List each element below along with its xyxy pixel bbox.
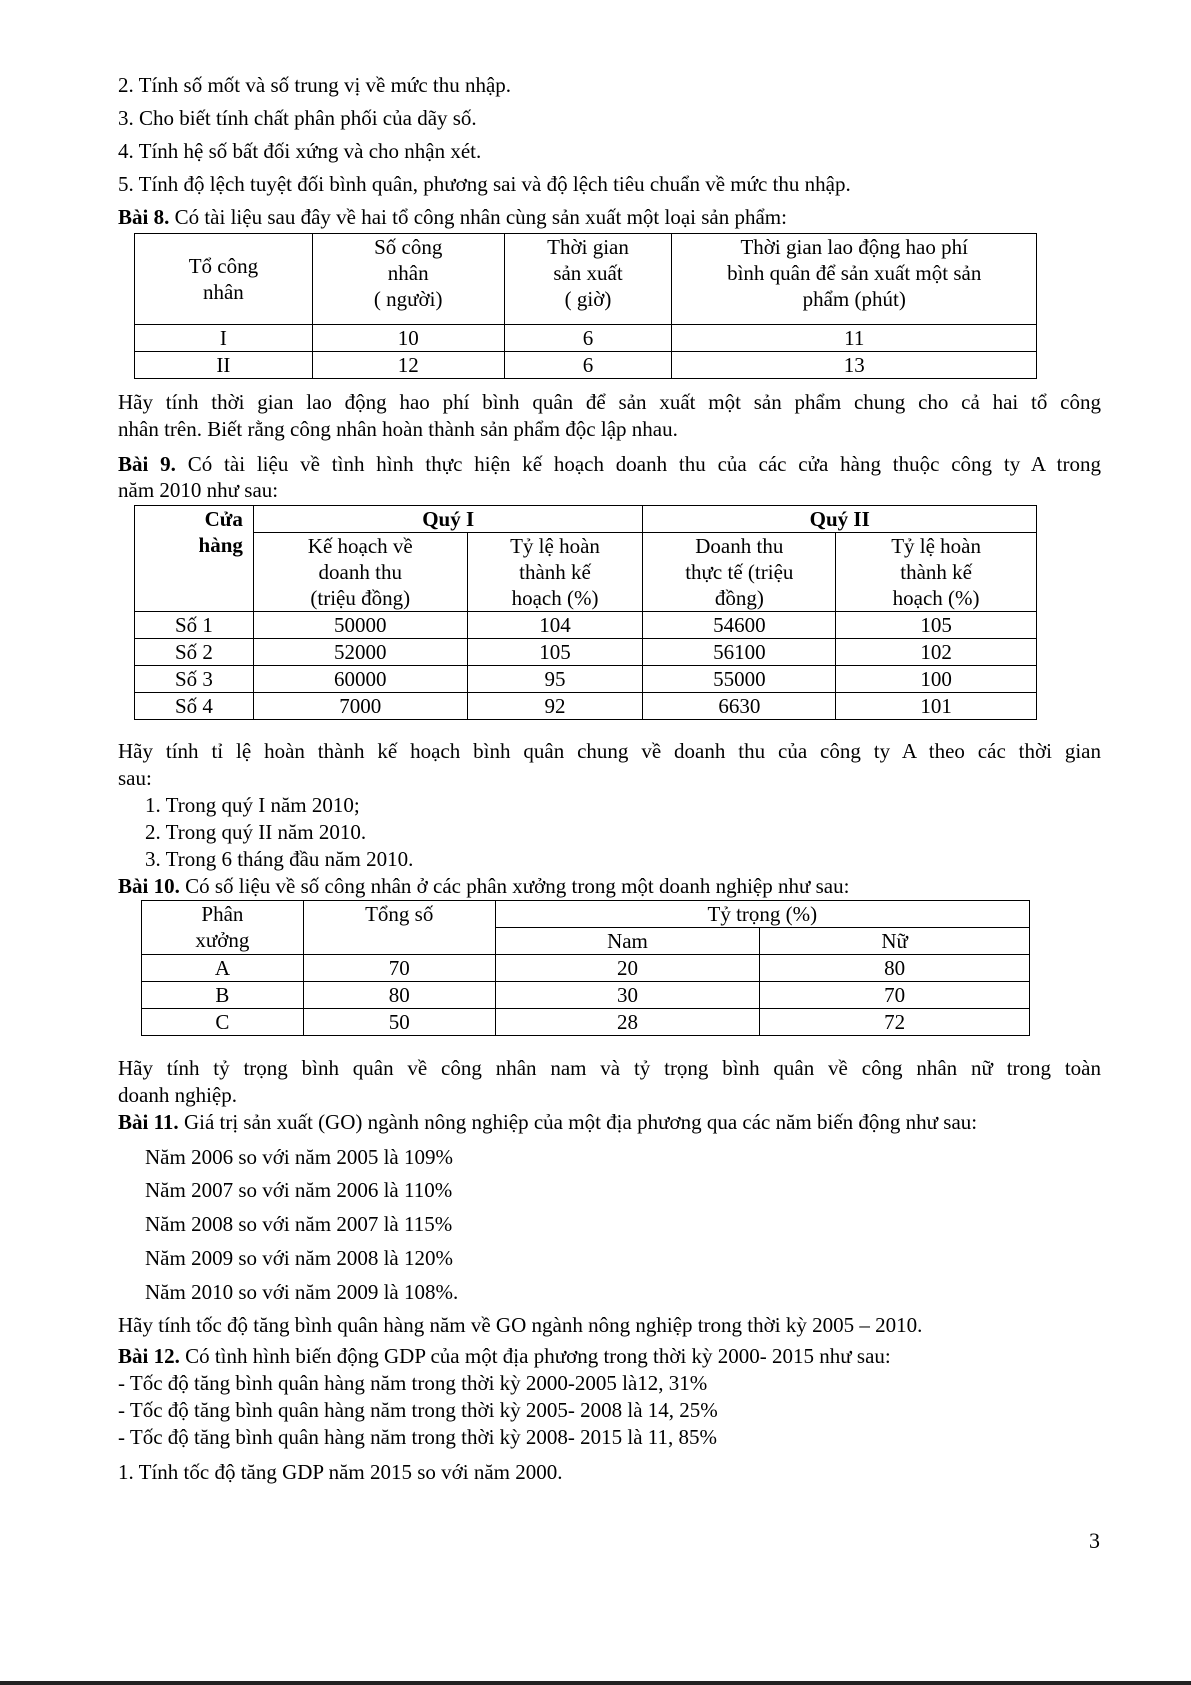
cell: 20 [495,955,760,982]
table-row [135,325,1037,352]
cell: Số 1 [135,612,254,639]
bai8-text: Có tài liệu sau đây về hai tổ công nhân cùng sản xuất một loại sản phẩm: [174,205,787,229]
bai9-text: Có tài liệu về tình hình thực hiện kế hoạch doanh thu của các cửa hàng thuộc công ty A trong [187,452,1101,476]
cell: 60000 [253,666,467,693]
cell: 6 [504,352,672,379]
header-quarter2: Quý II [643,506,1037,533]
bai12-text: Có tình hình biến động GDP của một địa phương trong thời kỳ 2000- 2015 như sau: [185,1344,891,1368]
bai10-text: Có số liệu về số công nhân ở các phân xưởng trong một doanh nghiệp như sau: [185,874,850,898]
cell: 100 [836,666,1037,693]
cell: A [142,955,304,982]
table-row [142,982,1030,1009]
table-row [135,666,1037,693]
cell: 70 [760,982,1030,1009]
header-female: Nữ [760,928,1030,955]
table-row [135,352,1037,379]
page-bottom-edge [0,1681,1191,1685]
table-header-row [135,234,1037,325]
bai9-item: 3. Trong 6 tháng đầu năm 2010. [145,847,414,871]
intro-item: 4. Tính hệ số bất đối xứng và cho nhận xét. [118,139,482,163]
intro-item: 3. Cho biết tính chất phân phối của dãy số. [118,106,477,130]
header-workers: Số công nhân ( người) [312,234,504,325]
header-team: Tổ công nhân [135,234,313,325]
header-labor-time: Thời gian lao động hao phí bình quân để sản xuất một sản phẩm (phút) [672,234,1037,325]
cell: 12 [312,352,504,379]
cell: Số 2 [135,639,254,666]
bai12-heading [118,1343,891,1369]
table-row [142,1009,1030,1036]
cell: 28 [495,1009,760,1036]
header-store: Cửa hàng [135,506,254,612]
cell: B [142,982,304,1009]
cell: 6630 [643,693,836,720]
cell: 7000 [253,693,467,720]
header-male: Nam [495,928,760,955]
intro-item: 2. Tính số mốt và số trung vị về mức thu nhập. [118,73,512,97]
bai9-item: 1. Trong quý I năm 2010; [145,793,360,817]
bai11-text: Giá trị sản xuất (GO) ngành nông nghiệp của một địa phương qua các năm biến động như sau: [183,1110,978,1134]
table-row [142,955,1030,982]
cell: 72 [760,1009,1030,1036]
header-quarter1: Quý I [253,506,643,533]
cell: 104 [467,612,643,639]
bai11-question: Hãy tính tốc độ tăng bình quân hàng năm về GO ngành nông nghiệp trong thời kỳ 2005 – 2010. [118,1313,923,1337]
bai8-table [134,233,1037,379]
cell: 105 [836,612,1037,639]
bai11-item: Năm 2010 so với năm 2009 là 108%. [145,1280,459,1304]
bai11-item: Năm 2008 so với năm 2007 là 115% [145,1212,453,1236]
bai11-item: Năm 2009 so với năm 2008 là 120% [145,1246,453,1270]
cell: 11 [672,325,1037,352]
cell: 55000 [643,666,836,693]
cell: 101 [836,693,1037,720]
bai10-question-line1: Hãy tính tỷ trọng bình quân về công nhân nam và tỷ trọng bình quân về công nhân nữ trong toàn [118,1056,1101,1080]
cell: 80 [760,955,1030,982]
bai9-heading [118,451,1101,477]
bai12-question: 1. Tính tốc độ tăng GDP năm 2015 so với năm 2000. [118,1460,563,1484]
intro-item: 5. Tính độ lệch tuyệt đối bình quân, phương sai và độ lệch tiêu chuẩn về mức thu nhập. [118,172,851,196]
cell: 54600 [643,612,836,639]
cell: 13 [672,352,1037,379]
cell: 50000 [253,612,467,639]
bai9-question-line2: sau: [118,766,152,790]
header-plan: Kế hoạch về doanh thu (triệu đồng) [253,533,467,612]
bai10-heading [118,873,849,899]
cell: Số 3 [135,666,254,693]
bai9-item: 2. Trong quý II năm 2010. [145,820,367,844]
bai8-question-line2: nhân trên. Biết rằng công nhân hoàn thành sản phẩm độc lập nhau. [118,417,678,441]
bai11-heading [118,1109,977,1135]
header-total: Tổng số [303,901,495,955]
cell: 95 [467,666,643,693]
cell: 10 [312,325,504,352]
table-row [135,612,1037,639]
header-time: Thời gian sản xuất ( giờ) [504,234,672,325]
bai9-table [134,505,1037,720]
table-row [135,693,1037,720]
cell: 105 [467,639,643,666]
bai9-title: Bài 9. [118,452,176,476]
bai8-question-line1: Hãy tính thời gian lao động hao phí bình quân để sản xuất một sản phẩm chung cho cả hai tổ công [118,390,1101,414]
bai12-item: - Tốc độ tăng bình quân hàng năm trong thời kỳ 2005- 2008 là 14, 25% [118,1398,718,1422]
table-row [135,639,1037,666]
cell: 52000 [253,639,467,666]
cell: 30 [495,982,760,1009]
bai12-item: - Tốc độ tăng bình quân hàng năm trong thời kỳ 2008- 2015 là 11, 85% [118,1425,718,1449]
header-completion-q2: Tỷ lệ hoàn thành kế hoạch (%) [836,533,1037,612]
bai8-heading [118,204,787,230]
bai11-item: Năm 2007 so với năm 2006 là 110% [145,1178,453,1202]
cell: 56100 [643,639,836,666]
bai10-table [141,900,1030,1036]
bai9-text-line2: năm 2010 như sau: [118,478,279,502]
cell: 92 [467,693,643,720]
bai11-item: Năm 2006 so với năm 2005 là 109% [145,1145,453,1169]
cell: 6 [504,325,672,352]
header-share: Tỷ trọng (%) [495,901,1029,928]
header-workshop: Phân xưởng [142,901,304,955]
cell: 70 [303,955,495,982]
bai12-item: - Tốc độ tăng bình quân hàng năm trong thời kỳ 2000-2005 là12, 31% [118,1371,708,1395]
header-completion-q1: Tỷ lệ hoàn thành kế hoạch (%) [467,533,643,612]
bai11-title: Bài 11. [118,1110,179,1134]
header-actual: Doanh thu thực tế (triệu đồng) [643,533,836,612]
page-number: 3 [1089,1528,1100,1553]
table-subheader-row [135,533,1037,612]
cell: 102 [836,639,1037,666]
cell: II [135,352,313,379]
table-header-row [142,901,1030,928]
bai12-title: Bài 12. [118,1344,180,1368]
table-header-row [135,506,1037,533]
cell: I [135,325,313,352]
bai10-title: Bài 10. [118,874,180,898]
cell: C [142,1009,304,1036]
bai10-question-line2: doanh nghiệp. [118,1083,237,1107]
cell: Số 4 [135,693,254,720]
cell: 50 [303,1009,495,1036]
bai9-question-line1: Hãy tính tỉ lệ hoàn thành kế hoạch bình quân chung về doanh thu của công ty A theo các thời gian [118,739,1101,763]
bai8-title: Bài 8. [118,205,170,229]
cell: 80 [303,982,495,1009]
